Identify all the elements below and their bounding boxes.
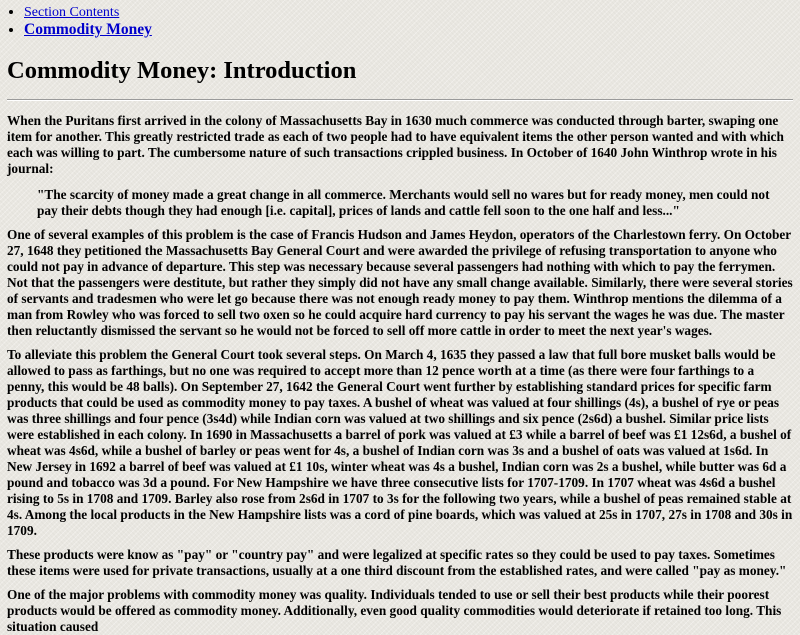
divider [7, 99, 793, 101]
nav-item-section-contents [24, 4, 793, 21]
nav-item-commodity-money [24, 21, 793, 38]
paragraph-quality: One of the major problems with commodity money was quality. Individuals tended to use or sell their best products while their poorest products would be offered as commodity money. Additionally, even good quality commodities would deteriorate if retained too long. This situation caused [7, 587, 782, 634]
winthrop-quote: "The scarcity of money made a great change in all commerce. Merchants would sell no wares but for ready money, men could not pay their debts though they had enough [i.e. capital], prices of lands and cattle fell soon to the one half and less..." [37, 187, 770, 218]
commodity-money-link[interactable]: Commodity Money [24, 21, 152, 38]
section-nav [7, 4, 793, 38]
paragraph-general-court: To alleviate this problem the General Court took several steps. On March 4, 1635 they passed a law that full bore musket balls would be allowed to pass as farthings, but no one was required to accept more than 12 pence worth at a time (as there were four farthings to a penny, this would be 48 balls). On September 27, 1642 the General Court went further by establishing standard prices for specific farm products that could be used as commodity money to pay taxes. A bushel of wheat was valued at four shillings (4s), a bushel of rye or peas was three shillings and four pence (3s4d) while Indian corn was valued at two shillings and six pence (2s6d) a bushel. Similar price lists were established in each colony. In 1690 in Massachusetts a barrel of pork was valued at £3 while a barrel of beef was £1 12s6d, a bushel of wheat was 4s6d, while a bushel of barley or peas went for 4s, a bushel of Indian corn was 3s and a bushel of oats was valued at 1s6d. In New Jersey in 1692 a barrel of beef was valued at £1 10s, winter wheat was 4s a bushel, Indian corn was 2s a bushel, while butter was 6d a pound and tobacco was 3d a pound. For New Hampshire we have three consecutive lists for 1707-1709. In 1707 wheat was 4s6d a bushel rising to 5s in 1708 and 1709. Barley also rose from 2s6d in 1707 to 3s for the following two years, while a bushel of peas remained stable at 4s. Among the local products in the New Hampshire lists was a cord of pine boards, which was valued at 25s in 1707, 27s in 1708 and 30s in 1709. [7, 347, 793, 538]
page [0, 4, 800, 635]
paragraph-ferry: One of several examples of this problem is the case of Francis Hudson and James Heydon, operators of the Charlestown ferry. On October 27, 1648 they petitioned the Massachusetts Bay General Court and were awarded the privilege of refusing transportation to anyone who could not pay in advance of departure. This step was necessary because several passengers had nothing with which to pay the ferrymen. Not that the passengers were destitute, but rather they simply did not have any small change available. Similarly, there were several stories of servants and tradesmen who were let go because there was not enough ready money to pay them. Winthrop mentions the dilemma of a man from Rowley who was forced to sell two oxen so he could acquire hard currency to pay his servant the wages he was due. The master then reluctantly dismissed the servant so he would not be forced to sell off more cattle in order to meet the next year's wages. [7, 227, 793, 338]
paragraph-intro: When the Puritans first arrived in the colony of Massachusetts Bay in 1630 much commerce was conducted through barter, swaping one item for another. This greatly restricted trade as each of two people had to have equivalent items the other person wanted and with which each was willing to part. The cumbersome nature of such transactions crippled business. In October of 1640 John Winthrop wrote in his journal: [7, 113, 784, 176]
paragraph-country-pay: These products were know as "pay" or "country pay" and were legalized at specific rates so they could be used to pay taxes. Sometimes these items were used for private transactions, usually at a one third discount from the established rates, and were called "pay as money." [7, 547, 787, 578]
section-contents-link[interactable]: Section Contents [24, 5, 120, 20]
page-title: Commodity Money: Introduction [7, 57, 357, 84]
